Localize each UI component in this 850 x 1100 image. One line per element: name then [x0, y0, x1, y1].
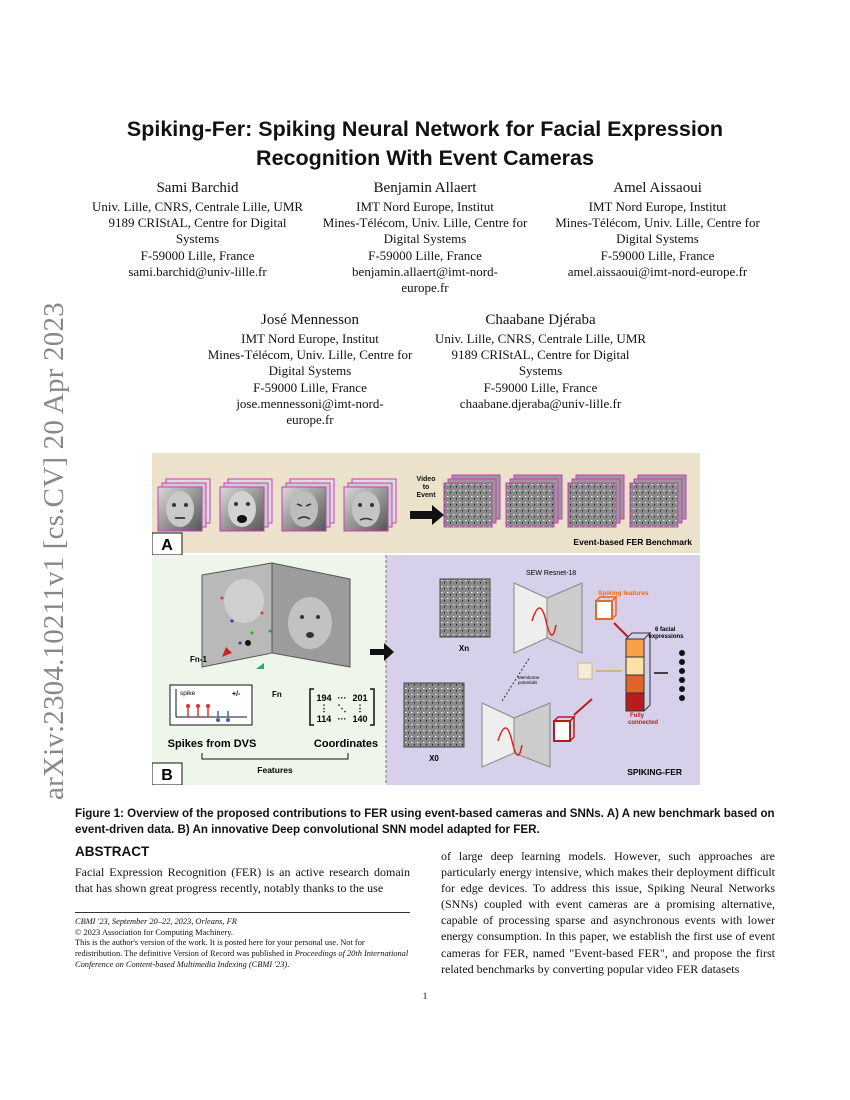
abstract-right-column: of large deep learning models. However, such approaches are particularly energy intensive, which makes their deployment difficult for edge devices. To address this issue, Spiking Neural Networks (SNNs) coupled with event cameras are a promising alternative, capable of processing sparse and asynchronous events with lower energy consumption. In this paper, we establish the first use of event cameras for FER, named "Event-based FER", and propose the first related benchmarks by converting popular video FER datasets	[441, 849, 775, 976]
spikes-from-dvs-label: Spikes from DVS	[167, 738, 257, 750]
author-block-3	[535, 178, 780, 280]
spiking-fer-label: SPIKING-FER	[627, 767, 682, 777]
sew-resnet-label: SEW Resnet-18	[526, 570, 577, 577]
fully-connected-label: Fully connected	[628, 713, 659, 726]
coordinates-matrix	[310, 689, 374, 725]
six-facial-label: 6 facial expressions	[648, 627, 684, 640]
author-line: Systems	[518, 363, 563, 379]
svg-text:⋮: ⋮	[355, 703, 365, 713]
author-line: Mines-Télécom, Univ. Lille, Centre for	[207, 347, 413, 363]
author-email: europe.fr	[401, 280, 449, 296]
author-block-5	[418, 310, 663, 412]
author-email: benjamin.allaert@imt-nord-	[352, 263, 498, 279]
label-a: A	[161, 537, 173, 554]
coordinates-label: Coordinates	[313, 738, 379, 750]
author-name: Amel Aissaoui	[613, 180, 702, 196]
svg-text:⋮: ⋮	[319, 703, 329, 713]
title-line-1: Spiking-Fer: Spiking Neural Network for Facial Expression	[126, 117, 724, 141]
author-block-4	[190, 310, 430, 428]
spiking-feature-cube-bottom	[554, 717, 574, 741]
author-line: Digital Systems	[383, 231, 467, 247]
spiking-feature-cube-mid	[578, 663, 592, 679]
author-email: amel.aissaoui@imt-nord-europe.fr	[567, 263, 748, 279]
event-frame-x0	[404, 683, 464, 747]
svg-text:spike: spike	[180, 690, 196, 697]
author-line: Digital Systems	[268, 363, 352, 379]
svg-text:+/-: +/-	[232, 691, 241, 698]
footnote-venue: CBMI '23, September 20–22, 2023, Orleans, FR	[75, 917, 237, 926]
event-cube	[202, 563, 350, 667]
svg-text:to: to	[422, 484, 430, 491]
f-n-label: Fn	[272, 690, 282, 699]
author-line: Mines-Télécom, Univ. Lille, Centre for	[555, 215, 760, 231]
footnote-copyright: © 2023 Association for Computing Machinery.	[75, 927, 233, 937]
author-line: Systems	[175, 231, 220, 247]
x0-label: X0	[429, 754, 439, 763]
author-line: F-59000 Lille, France	[368, 247, 482, 263]
abstract-left-column: Facial Expression Recognition (FER) is an active research domain that has shown great progress recently, notably thanks to the use	[75, 865, 410, 896]
author-name: Chaabane Djéraba	[485, 312, 596, 328]
svg-text:···: ···	[337, 714, 347, 724]
f-prev-label: Fn-1	[190, 655, 207, 664]
svg-text:201: 201	[352, 693, 368, 703]
face-stack-1	[158, 479, 210, 531]
label-b: B	[161, 767, 173, 784]
author-line: F-59000 Lille, France	[600, 247, 715, 263]
svg-text:140: 140	[352, 714, 368, 724]
author-name: José Mennesson	[261, 312, 359, 328]
author-line: Mines-Télécom, Univ. Lille, Centre for	[322, 215, 528, 231]
author-line: IMT Nord Europe, Institut	[241, 331, 379, 346]
features-label: Features	[257, 765, 293, 775]
author-name: Benjamin Allaert	[373, 180, 477, 196]
svg-text:⋱: ⋱	[337, 703, 347, 713]
author-line: IMT Nord Europe, Institut	[356, 199, 494, 214]
event-stack-3	[568, 475, 624, 527]
author-line: Digital Systems	[616, 231, 699, 247]
author-line: Univ. Lille, CNRS, Centrale Lille, UMR	[91, 199, 304, 214]
svg-text:···: ···	[337, 693, 347, 703]
author-line: Univ. Lille, CNRS, Centrale Lille, UMR	[434, 331, 647, 346]
svg-text:194: 194	[316, 693, 332, 703]
spiking-feature-cube-top	[596, 597, 616, 619]
figure-1	[152, 453, 700, 785]
title-line-2: Recognition With Event Cameras	[256, 146, 594, 170]
event-point	[245, 640, 251, 646]
author-email: sami.barchid@univ-lille.fr	[128, 263, 267, 279]
page-number: 1	[422, 992, 428, 1002]
membrane-label: Membrane potentials	[518, 675, 540, 685]
author-line: F-59000 Lille, France	[483, 379, 598, 395]
author-line: IMT Nord Europe, Institut	[588, 199, 727, 214]
event-frame-xn	[440, 579, 490, 637]
spiking-features-label: Spiking features	[598, 590, 649, 597]
svg-text:Event: Event	[416, 492, 436, 499]
author-email: europe.fr	[286, 412, 334, 428]
author-line: 9189 CRIStAL, Centre for Digital	[108, 215, 287, 231]
author-line: F-59000 Lille, France	[140, 247, 255, 263]
author-block-2	[305, 178, 545, 296]
author-line: 9189 CRIStAL, Centre for Digital	[451, 347, 630, 363]
footnote-note: This is the author's version of the work. It is posted here for your personal use. Not for redistribution. The definitive Version of Record was published in Proceedings of 20th International Conference on Content-based Multimedia Indexing (CBMI '23).	[75, 938, 409, 969]
author-line: F-59000 Lille, France	[253, 379, 367, 395]
svg-text:Video: Video	[416, 476, 436, 483]
face-stack-3	[282, 479, 334, 531]
author-email: chaabane.djeraba@univ-lille.fr	[459, 395, 622, 411]
event-stack-2	[506, 475, 562, 527]
xn-label: Xn	[458, 644, 470, 653]
svg-text:114: 114	[316, 714, 332, 724]
event-stack-4	[630, 475, 686, 527]
figure-caption: Figure 1: Overview of the proposed contributions to FER using event-based cameras and SNNs. A) A new benchmark based on event-driven data. B) An innovative Deep convolutional SNN model adapted for FER.	[75, 807, 775, 836]
event-stack-1	[444, 475, 500, 527]
face-stack-2	[220, 479, 272, 531]
author-block-1	[75, 178, 320, 280]
spike-plot	[170, 685, 252, 725]
arxiv-stamp: arXiv:2304.10211v1 [cs.CV] 20 Apr 2023	[38, 302, 70, 800]
author-email: jose.mennessoni@imt-nord-	[236, 395, 384, 411]
paper-title	[75, 115, 775, 173]
footnote-rule	[75, 912, 410, 913]
author-name: Sami Barchid	[156, 180, 239, 196]
face-stack-4	[344, 479, 396, 531]
abstract-heading: ABSTRACT	[75, 844, 150, 859]
footnote	[75, 917, 410, 971]
benchmark-label: Event-based FER Benchmark	[573, 537, 692, 547]
